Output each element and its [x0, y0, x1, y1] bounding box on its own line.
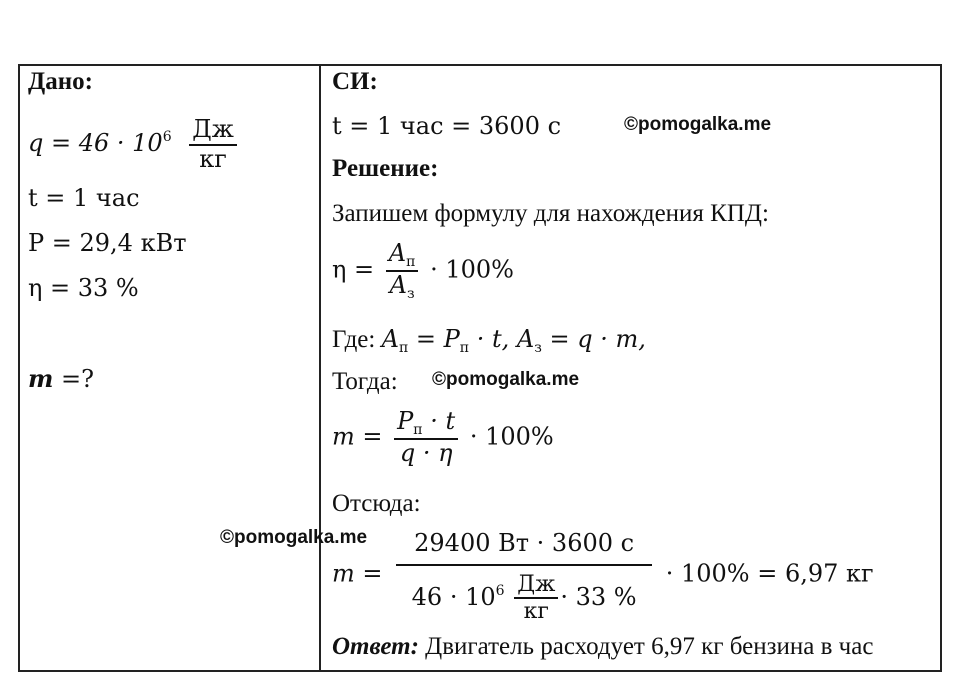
calc-formula	[332, 526, 874, 624]
given-q-exponent: 6	[162, 129, 172, 146]
answer-label: Ответ:	[332, 633, 419, 660]
column-divider	[319, 64, 321, 672]
unknown-variable: m	[28, 364, 54, 393]
calc-denominator: $46 \cdot 10^6$ $\frac{Дж}{кг}$ · 33 %	[411, 571, 637, 624]
m-numerator: $P_п \cdot t$	[394, 408, 458, 440]
unknown-rest: =?	[53, 365, 95, 393]
eta-formula	[332, 240, 514, 302]
eta-fraction	[386, 240, 419, 302]
given-eta: η = 33 %	[28, 274, 139, 302]
calc-unit: $\frac{Дж}{кг}$	[514, 572, 558, 625]
calc-rhs: · 100% = 6,97 кг	[665, 559, 874, 588]
solution-intro: Запишем формулу для нахождения КПД:	[332, 200, 769, 227]
answer-line	[332, 633, 873, 661]
watermark: ©pomogalka.me	[220, 527, 368, 548]
m-lhs: m =	[332, 422, 383, 451]
eta-rhs: · 100%	[430, 255, 514, 284]
si-t: t = 1 час = 3600 с	[332, 112, 562, 140]
then-label: Тогда:	[332, 368, 398, 395]
m-rhs: · 100%	[469, 422, 554, 451]
given-q	[28, 116, 241, 173]
m-fraction	[394, 408, 458, 468]
given-q-expression: q = 46 · 10	[28, 129, 163, 158]
calc-numerator: 29400 Вт · 3600 с	[396, 526, 652, 566]
eta-numerator: $A_п$	[386, 240, 419, 272]
given-unknown	[28, 364, 94, 393]
watermark: ©pomogalka.me	[432, 369, 580, 390]
given-q-unit-num: Дж	[189, 116, 237, 146]
solution-heading: Решение:	[332, 155, 439, 182]
calc-fraction	[396, 526, 652, 624]
watermark: ©pomogalka.me	[624, 114, 772, 135]
m-formula	[332, 408, 554, 468]
where-line: Где: $A_п = P_п \cdot t$, $A_з = q \cdot m$,	[332, 325, 646, 356]
eta-lhs: η =	[332, 255, 375, 284]
given-q-unit-den: кг	[199, 144, 227, 173]
given-heading: Дано:	[28, 68, 93, 95]
eta-denominator: $A_з$	[389, 271, 415, 303]
hence-label: Отсюда:	[332, 490, 421, 517]
m-denominator: q · η	[399, 439, 453, 468]
si-heading: СИ:	[332, 68, 378, 95]
where-label: Где:	[332, 326, 382, 353]
given-t: t = 1 час	[28, 184, 140, 212]
given-p: P = 29,4 кВт	[28, 229, 187, 257]
answer-text: Двигатель расходует 6,97 кг бензина в час	[418, 633, 874, 660]
calc-lhs: m =	[332, 559, 383, 588]
given-q-unit	[189, 116, 237, 173]
